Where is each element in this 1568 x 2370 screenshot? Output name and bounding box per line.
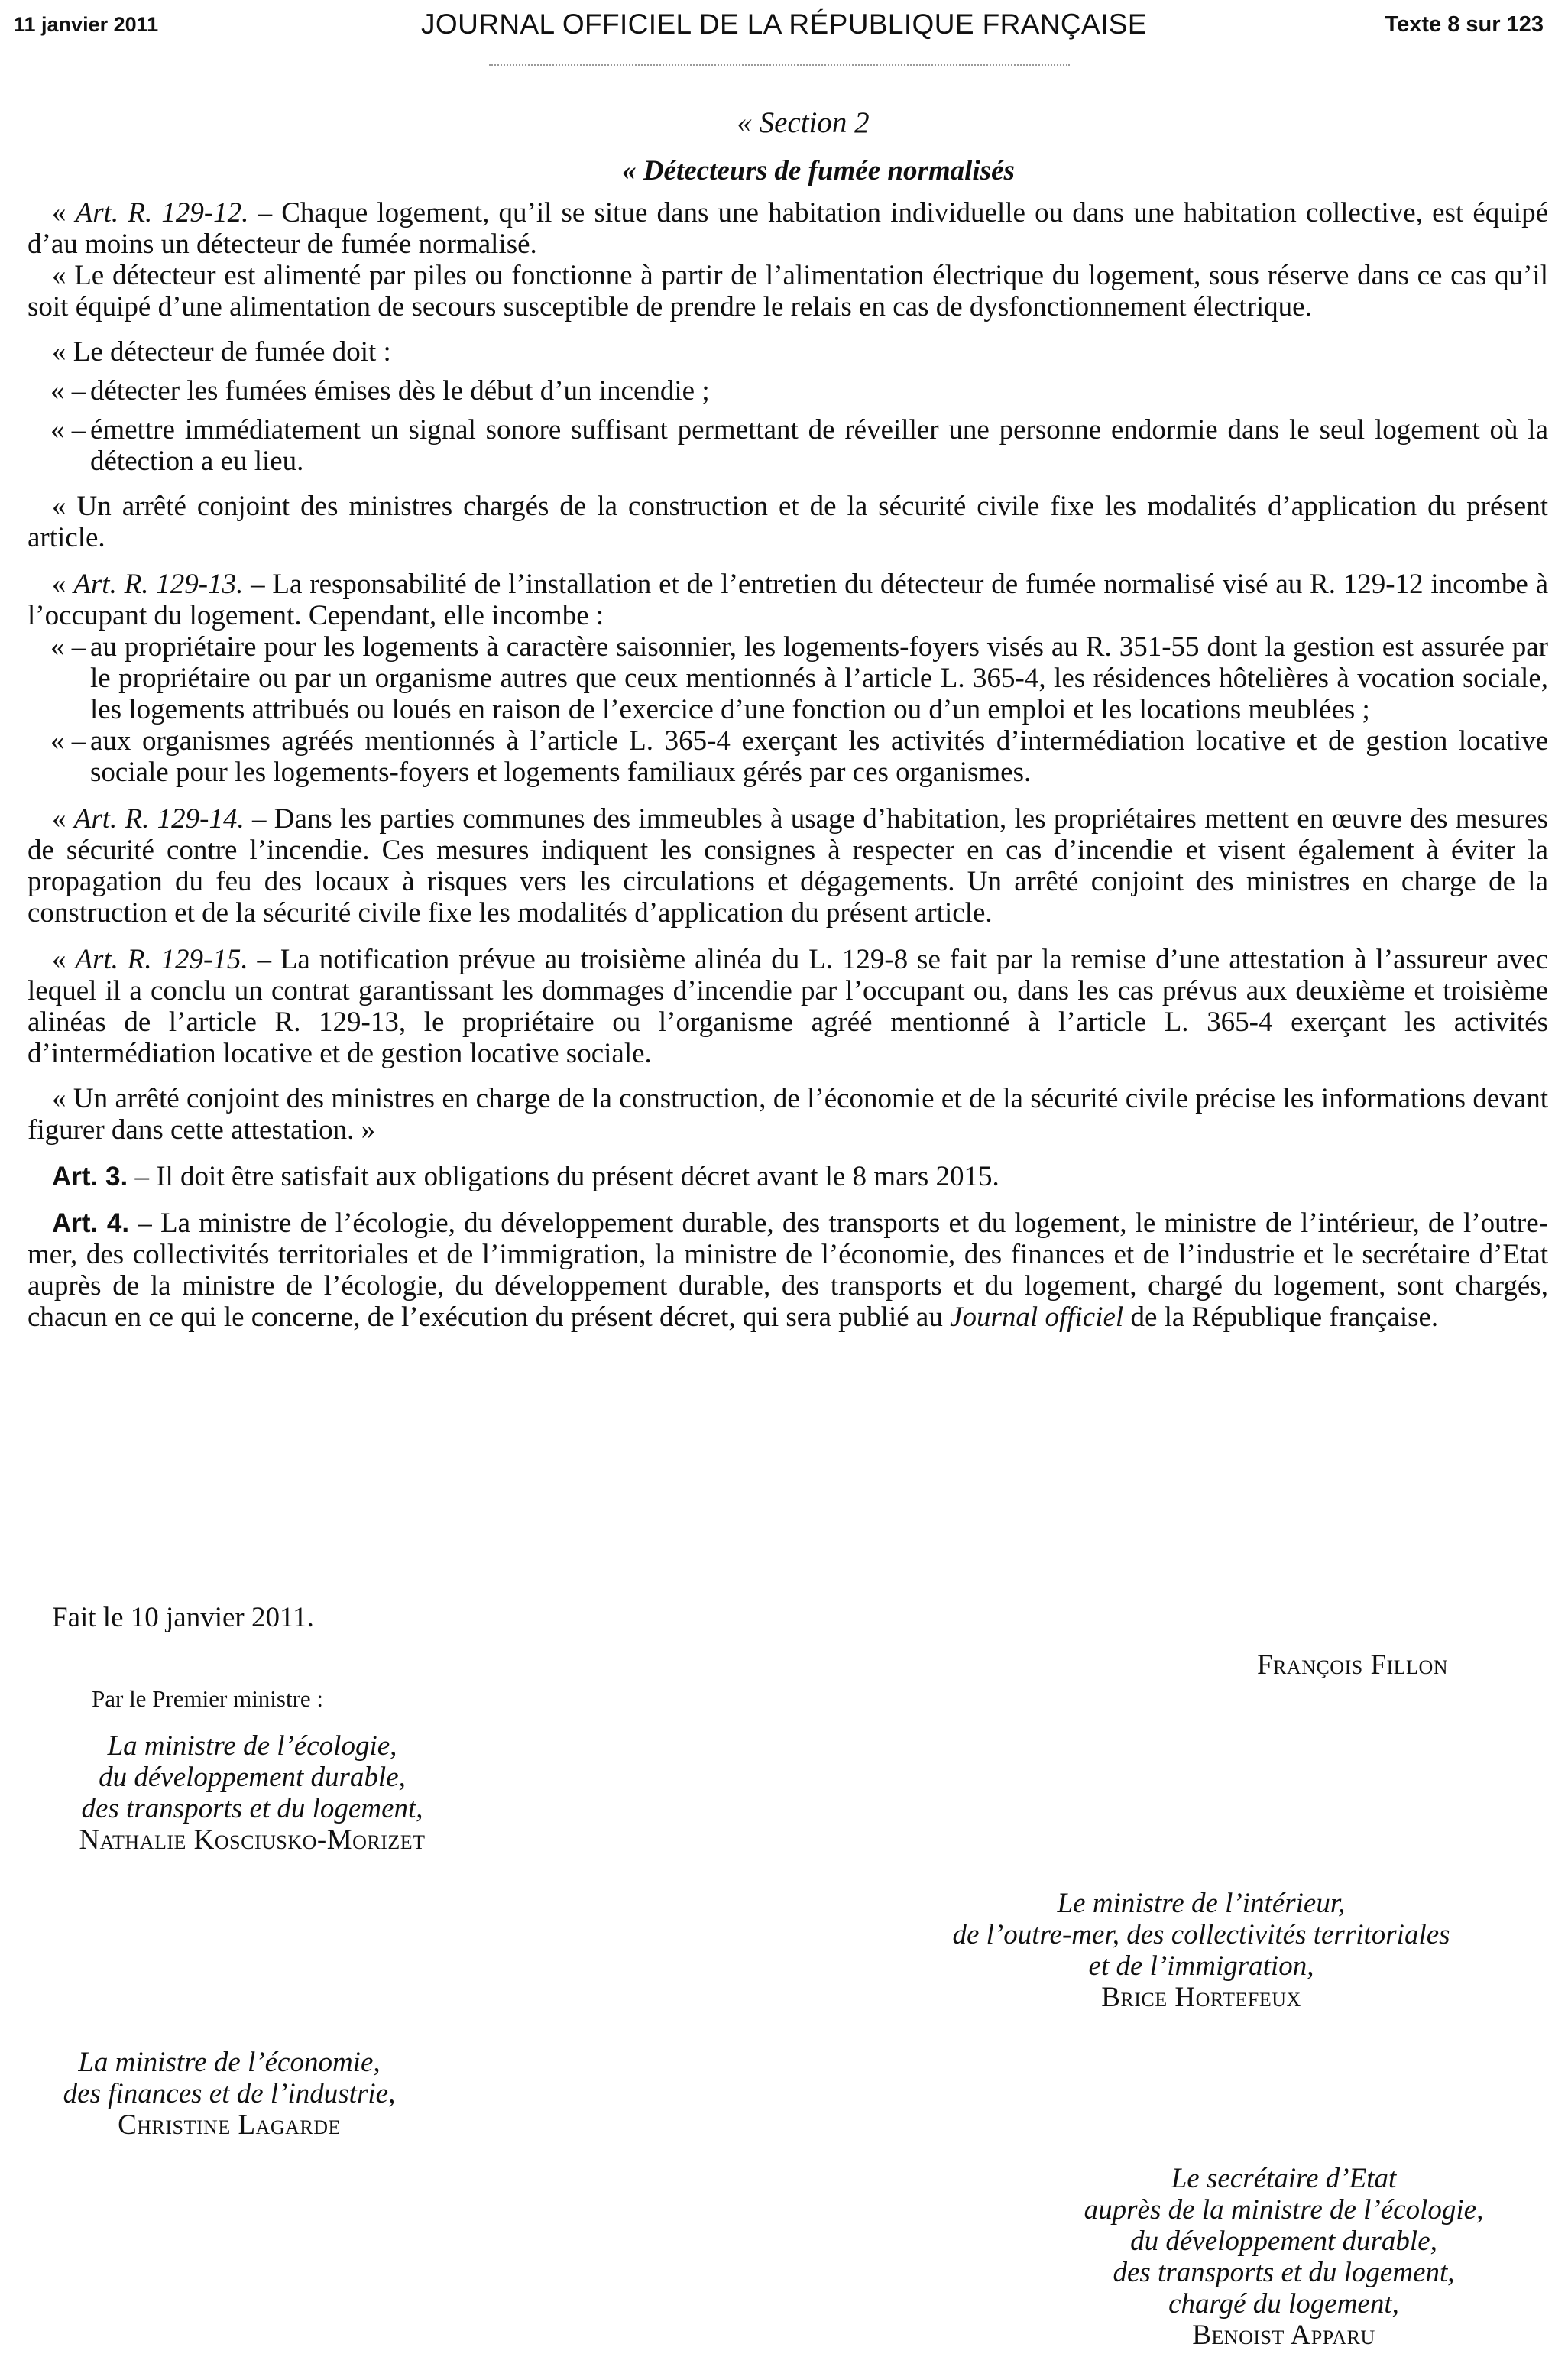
signatory-function: Le secrétaire d’Etat <box>1171 2163 1397 2194</box>
page-reference: Texte 8 sur 123 <box>1385 12 1544 37</box>
signatory-function: des transports et du logement, <box>1113 2257 1455 2288</box>
signatory-name: Benoist Apparu <box>1192 2320 1375 2351</box>
signatory-function: et de l’immigration, <box>1088 1950 1314 1982</box>
list-marker: « – <box>50 375 86 407</box>
article-ref: Art. R. 129-15. <box>75 944 248 975</box>
list-item: « – au propriétaire pour les logements à caractère saisonnier, les logements-foyers visés au R. 351-55 dont la gestion est assurée par le propriétaire ou par un organisme autres que ceux mentionnés à l’article L. 365-4, les résidences hôtelières à vocation sociale, les logements attribués ou loués en raison de l’exercice d’une fonction ou d’un emploi et les locations meublées ; <box>50 631 1548 725</box>
paragraph: « Un arrêté conjoint des ministres en charge de la construction, de l’économie et de la sécurité civile précise les informations devant figurer dans cette attestation. » <box>28 1083 1548 1146</box>
list-marker: « – <box>50 725 86 757</box>
journal-title: JOURNAL OFFICIEL DE LA RÉPUBLIQUE FRANÇAISE <box>421 8 1147 40</box>
paragraph: « Le détecteur de fumée doit : <box>52 336 391 368</box>
paragraph: « Un arrêté conjoint des ministres chargés de la construction et de la sécurité civile fixe les modalités d’application du présent article. <box>28 491 1548 553</box>
signatory-function: La ministre de l’écologie, <box>107 1730 397 1762</box>
signatory-function: auprès de la ministre de l’écologie, <box>1084 2194 1484 2226</box>
signature-interieur <box>896 1888 1507 2013</box>
signatory-function: du développement durable, <box>99 1762 406 1793</box>
section-label: « Section 2 <box>737 106 870 139</box>
article-ref: Art. R. 129-13. <box>73 569 244 600</box>
article-ref: Art. R. 129-14. <box>73 803 245 835</box>
article-4: Art. 4. – La ministre de l’écologie, du développement durable, des transports et du logement, le ministre de l’intérieur, de l’outre-mer, des collectivités territoriales et de l’immigration, la ministre de l’économie, des finances et de l’industrie et le secrétaire d’Etat auprès de la ministre de l’écologie, du développement durable, des transports et du logement, chargé du logement, sont chargés, chacun en ce qui le concerne, de l’exécution du présent décret, qui sera publié au Journal officiel de la République française. <box>28 1208 1548 1333</box>
article-r129-13: « Art. R. 129-13. – La responsabilité de l’installation et de l’entretien du détecteur de fumée normalisé visé au R. 129-12 incombe à l’occupant du logement. Cependant, elle incombe : <box>28 569 1549 631</box>
signatory-function: des transports et du logement, <box>81 1793 423 1824</box>
signing-date: Fait le 10 janvier 2011. <box>52 1602 314 1633</box>
prime-minister-signature <box>1192 1649 1513 1681</box>
prime-minister-label: Par le Premier ministre : <box>92 1685 324 1712</box>
signatory-function: des finances et de l’industrie, <box>63 2078 396 2109</box>
list-item: « – aux organismes agréés mentionnés à l’article L. 365-4 exerçant les activités d’intermédiation locative et de gestion locative sociale pour les logements-foyers et logements familiaux gérés par ces organismes. <box>50 725 1548 788</box>
article-r129-15: « Art. R. 129-15. – La notification prévue au troisième alinéa du L. 129-8 se fait par la remise d’une attestation à l’assureur avec lequel il a conclu un contrat garantissant les dommages d’incendie par l’occupant ou, dans les cas prévus aux deuxième et troisième alinéas de l’article R. 129-13, le propriétaire ou l’organisme agréé mentionné à l’article L. 365-4 exerçant les activités d’intermédiation locative et de gestion locative sociale. <box>28 944 1548 1069</box>
list-marker: « – <box>50 631 86 663</box>
paragraph: « Le détecteur est alimenté par piles ou fonctionne à partir de l’alimentation électrique du logement, sous réserve dans ce cas qu’il soit équipé d’une alimentation de secours susceptible de prendre le relais en cas de dysfonctionnement électrique. <box>28 260 1548 323</box>
article-r129-12: « Art. R. 129-12. – Chaque logement, qu’il se situe dans une habitation individuelle ou dans une habitation collective, est équipé d’au moins un détecteur de fumée normalisé. <box>28 197 1549 260</box>
signatory-function: du développement durable, <box>1130 2226 1437 2257</box>
article-ref: Art. R. 129-12. <box>75 197 249 229</box>
article-r129-14: « Art. R. 129-14. – Dans les parties communes des immeubles à usage d’habitation, les propriétaires mettent en œuvre des mesures de sécurité contre l’incendie. Ces mesures indiquent les consignes à respecter en cas d’incendie et visent également à éviter la propagation du feu des locaux à risques vers les circulations et dégagements. Un arrêté conjoint des ministres en charge de la construction et de la sécurité civile fixe les modalités d’application du présent article. <box>28 803 1549 929</box>
article-3: Art. 3. – Il doit être satisfait aux obligations du présent décret avant le 8 mars 2015. <box>52 1161 999 1192</box>
signatory-function: de l’outre-mer, des collectivités territoriales <box>952 1919 1450 1950</box>
signature-logement <box>1016 2163 1551 2351</box>
decree-body <box>28 107 1548 1333</box>
header-divider <box>489 64 1070 66</box>
signatory-function: chargé du logement, <box>1168 2288 1399 2320</box>
article-label: Art. 4. <box>52 1208 130 1238</box>
list-item: « – détecter les fumées émises dès le début d’un incendie ; <box>50 375 710 407</box>
signatory-function: Le ministre de l’intérieur, <box>1057 1888 1346 1919</box>
list-item: « – émettre immédiatement un signal sonore suffisant permettant de réveiller une personne endormie dans le seul logement où la détection a eu lieu. <box>50 414 1548 477</box>
signatory-name: Brice Hortefeux <box>1101 1982 1301 2013</box>
signatory-name: François Fillon <box>1256 1649 1448 1681</box>
article-label: Art. 3. <box>52 1162 128 1191</box>
signatory-function: La ministre de l’économie, <box>78 2047 381 2078</box>
list-marker: « – <box>50 414 86 446</box>
journal-reference: Journal officiel <box>950 1302 1124 1333</box>
section-title: « Détecteurs de fumée normalisés <box>622 155 1015 186</box>
signature-economie <box>15 2047 443 2141</box>
signature-ecologie <box>15 1730 489 1856</box>
signatory-name: Nathalie Kosciusko-Morizet <box>79 1824 426 1856</box>
signatory-name: Christine Lagarde <box>118 2109 341 2141</box>
header-date: 11 janvier 2011 <box>14 13 159 36</box>
